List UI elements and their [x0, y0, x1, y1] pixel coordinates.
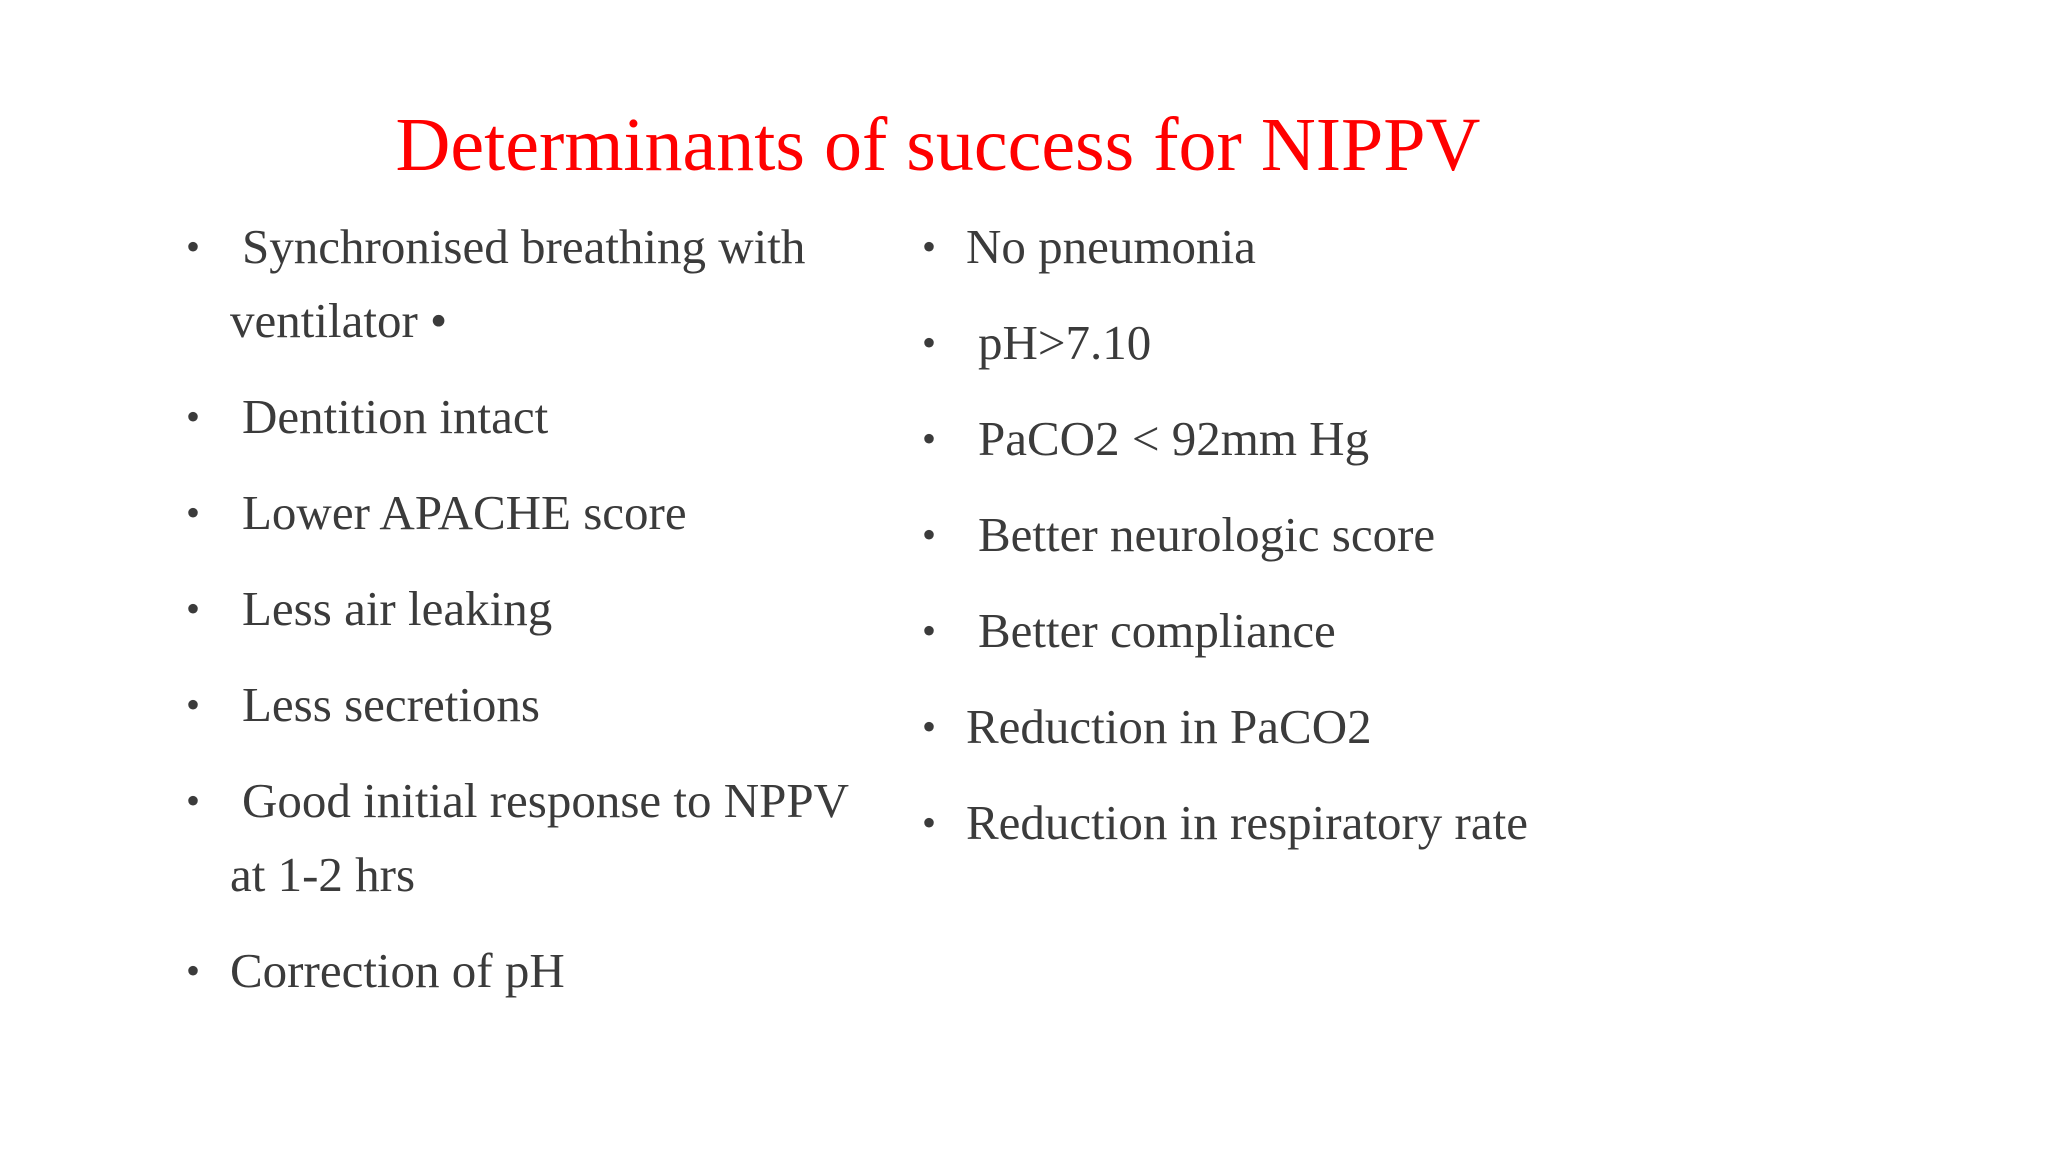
list-item: [922, 786, 1682, 860]
right-bullet-list: [922, 210, 1682, 882]
list-item: [186, 380, 906, 454]
list-item: [922, 498, 1682, 572]
list-item-text: No pneumonia: [966, 219, 1256, 274]
list-item-text: PaCO2 < 92mm Hg: [978, 411, 1370, 466]
bullet-icon: •: [186, 224, 201, 269]
list-item-text: Lower APACHE score: [242, 485, 687, 540]
bullet-icon: •: [186, 586, 201, 631]
bullet-icon: •: [186, 682, 201, 727]
bullet-icon: •: [186, 490, 201, 535]
list-item-text: Correction of pH: [230, 943, 565, 998]
bullet-icon: •: [922, 800, 937, 845]
list-item: [186, 210, 870, 358]
list-item-text: pH>7.10: [978, 315, 1152, 370]
list-item-text: Synchronised breathing with ventilator •: [230, 219, 806, 348]
list-item: [922, 210, 1682, 284]
bullet-icon: •: [922, 416, 937, 461]
list-item: [186, 934, 906, 1008]
list-item: [186, 572, 906, 646]
bullet-icon: •: [186, 778, 201, 823]
bullet-icon: •: [922, 704, 937, 749]
list-item: [186, 476, 906, 550]
list-item: [922, 594, 1682, 668]
slide-title: Determinants of success for NIPPV: [395, 103, 1481, 187]
list-item: [922, 402, 1682, 476]
list-item-text: Good initial response to NPPV at 1-2 hrs: [230, 773, 849, 902]
list-item-text: Better neurologic score: [978, 507, 1436, 562]
list-item-text: Less air leaking: [242, 581, 553, 636]
list-item: [922, 306, 1682, 380]
bullet-icon: •: [922, 224, 937, 269]
list-item-text: Reduction in respiratory rate: [966, 795, 1528, 850]
left-bullet-list: [186, 210, 906, 1030]
bullet-icon: •: [922, 608, 937, 653]
list-item-text: Better compliance: [978, 603, 1336, 658]
bullet-icon: •: [186, 394, 201, 439]
list-item: [186, 668, 906, 742]
bullet-icon: •: [922, 512, 937, 557]
list-item-text: Less secretions: [242, 677, 540, 732]
list-item-text: Dentition intact: [242, 389, 549, 444]
list-item-text: Reduction in PaCO2: [966, 699, 1372, 754]
list-item: [186, 764, 870, 912]
list-item: [922, 690, 1682, 764]
bullet-icon: •: [186, 948, 201, 993]
bullet-icon: •: [922, 320, 937, 365]
